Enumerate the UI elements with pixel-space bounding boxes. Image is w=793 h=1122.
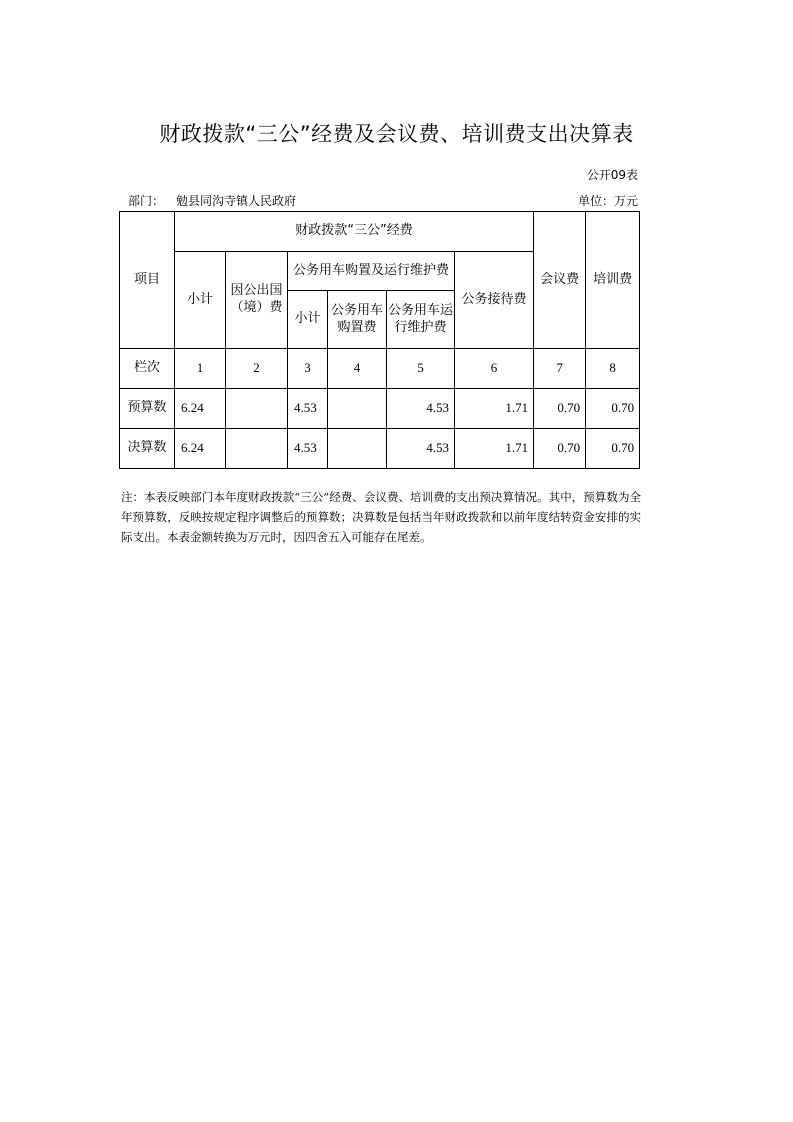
index-col-8: 8: [586, 349, 640, 389]
cell-vehicle-purchase: [328, 429, 387, 469]
form-number: 公开09表: [586, 168, 638, 182]
index-col-7: 7: [534, 349, 586, 389]
cell-subtotal: 6.24: [175, 429, 226, 469]
expenditure-table: [119, 211, 640, 469]
cell-abroad: [226, 429, 288, 469]
header-sangong: 财政拨款“三公”经费: [175, 212, 534, 252]
row-label: 预算数: [120, 389, 175, 429]
index-row-label: 栏次: [120, 349, 175, 389]
header-training: 培训费: [586, 212, 640, 349]
cell-abroad: [226, 389, 288, 429]
index-col-1: 1: [175, 349, 226, 389]
unit-label: 单位：万元: [577, 194, 638, 208]
cell-reception: 1.71: [455, 429, 534, 469]
header-vehicle-operation: 公务用车运行维护费: [387, 291, 455, 349]
header-vehicle-purchase: 公务用车购置费: [328, 291, 387, 349]
cell-training: 0.70: [586, 389, 640, 429]
cell-vehicle-operation: 4.53: [387, 389, 455, 429]
table-row-final: [120, 429, 640, 469]
cell-training: 0.70: [586, 429, 640, 469]
table-row-budget: [120, 389, 640, 429]
header-vehicle-subtotal: 小计: [288, 291, 328, 349]
department-line: [128, 192, 296, 209]
header-subtotal: 小计: [175, 252, 226, 349]
header-meeting: 会议费: [534, 212, 586, 349]
cell-vehicle-subtotal: 4.53: [288, 429, 328, 469]
cell-reception: 1.71: [455, 389, 534, 429]
row-label: 决算数: [120, 429, 175, 469]
index-row: [120, 349, 640, 389]
index-col-3: 3: [288, 349, 328, 389]
index-col-6: 6: [455, 349, 534, 389]
cell-meeting: 0.70: [534, 429, 586, 469]
report-title: 财政拨款“三公”经费及会议费、培训费支出决算表: [159, 122, 634, 146]
header-abroad: 因公出国（境）费: [226, 252, 288, 349]
header-reception: 公务接待费: [455, 252, 534, 349]
header-vehicle: 公务用车购置及运行维护费: [288, 252, 455, 291]
cell-vehicle-operation: 4.53: [387, 429, 455, 469]
cell-vehicle-purchase: [328, 389, 387, 429]
department-name: 勉县同沟寺镇人民政府: [176, 194, 297, 208]
cell-subtotal: 6.24: [175, 389, 226, 429]
index-col-4: 4: [328, 349, 387, 389]
index-col-2: 2: [226, 349, 288, 389]
footnote: 注：本表反映部门本年度财政拨款“三公”经费、会议费、培训费的支出预决算情况。其中，预算数为全年预算数，反映按规定程序调整后的预算数；决算数是包括当年财政拨款和以前年度结转资金安排的实际支出。本表金额转换为万元时，因四舍五入可能存在尾差。: [121, 490, 641, 544]
index-col-5: 5: [387, 349, 455, 389]
cell-meeting: 0.70: [534, 389, 586, 429]
department-label: 部门：: [128, 194, 165, 208]
header-item: 项目: [120, 212, 175, 349]
cell-vehicle-subtotal: 4.53: [288, 389, 328, 429]
